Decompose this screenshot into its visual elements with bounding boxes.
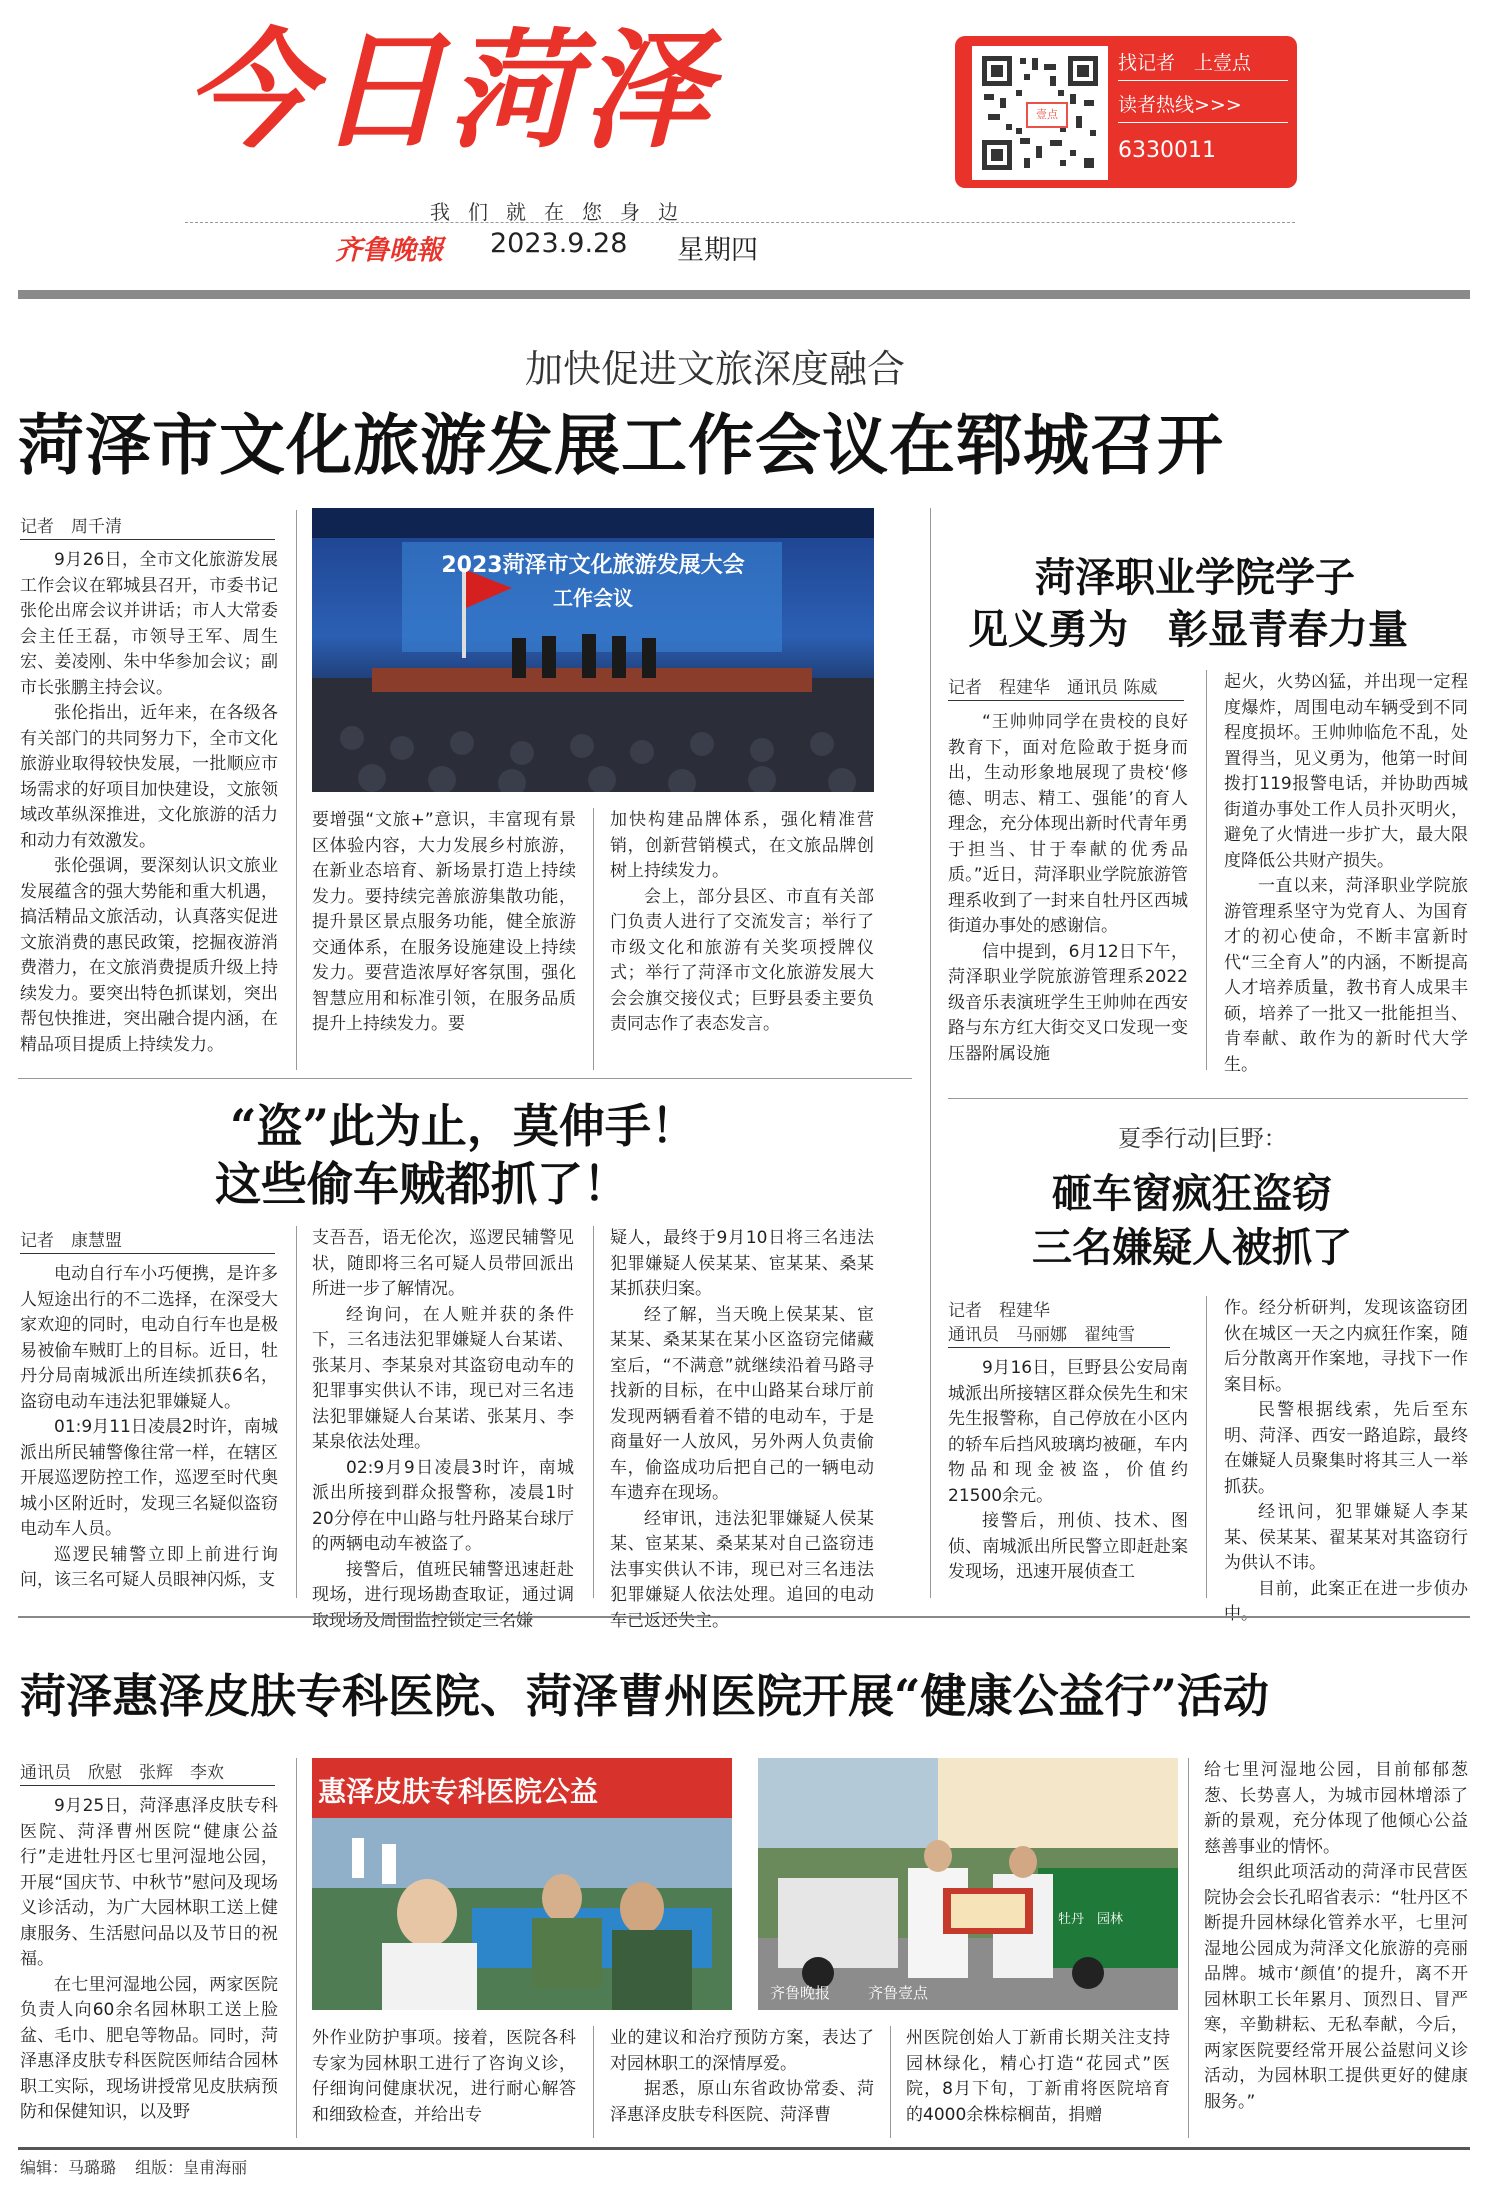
paper-name-logo: 齐鲁晚報: [335, 235, 443, 266]
article2-headline-line1[interactable]: 菏泽职业学院学子: [1035, 554, 1355, 601]
paragraph: 给七里河湿地公园，目前郁郁葱葱、长势喜人，为城市园林增添了新的景观，充分体现了他倾心公益慈善事业的情怀。: [1204, 1760, 1468, 1857]
section-divider: [930, 508, 931, 1598]
conference-photo[interactable]: [312, 508, 874, 792]
column-divider: [593, 808, 594, 1070]
paragraph: 信中提到，6月12日下午，菏泽职业学院旅游管理系2022级音乐表演班学生王帅帅在西安路与东方红大街交叉口发现一变压器附属设施: [948, 941, 1188, 1064]
paragraph: 在七里河湿地公园，两家医院负责人向60余名园林职工送上脸盆、毛巾、肥皂等物品。同时，菏泽惠泽皮肤专科医院医师结合园林职工实际，现场讲授常见皮肤病预防和保健知识，以及野: [20, 1974, 278, 2122]
article3-col3: [610, 1226, 874, 1634]
article1-kicker: 加快促进文旅深度融合: [525, 347, 906, 391]
column-divider: [1206, 1296, 1207, 1598]
paragraph: 经询问，在人赃并获的条件下，三名违法犯罪嫌疑人台某诺、张某月、李某泉对其盗窃电动车的犯罪事实供认不讳，现已对三名违法犯罪嫌疑人台某诺、张某月、李某泉依法处理。: [312, 1304, 574, 1452]
paragraph: 接警后，刑侦、技术、图侦、南城派出所民警立即赶赴案发现场，迅速开展侦查工: [948, 1511, 1188, 1582]
masthead-bar: [18, 290, 1470, 299]
paragraph: 州医院创始人丁新甫长期关注支持园林绿化，精心打造“花园式”医院，8月下旬，丁新甫将医院培育的4000余株棕榈苗，捐赠: [906, 2028, 1170, 2125]
paragraph: 9月16日，巨野县公安局南城派出所接辖区群众侯先生和宋先生报警称，自己停放在小区内的轿车后挡风玻璃均被砸，车内物品和现金被盗，价值约21500余元。: [948, 1358, 1188, 1506]
column-divider: [296, 1758, 297, 2138]
paragraph: 业的建议和治疗预防方案，表达了对园林职工的深情厚爱。: [610, 2028, 874, 2074]
section-divider: [18, 1078, 912, 1079]
paragraph: 要增强“文旅+”意识，丰富现有景区体验内容，大力发展乡村旅游，在新业态培育、新场景打造上持续发力。要持续完善旅游集散功能，提升景区景点服务功能，健全旅游交通体系，在服务设施建设上持续发力。要营造浓厚好客氛围，强化智慧应用和标准引领，在服务品质提升上持续发力。要: [312, 810, 576, 1034]
footer-editor: 编辑：马璐璐: [20, 2158, 117, 2177]
article3-headline-line1[interactable]: “盗”此为止，莫伸手！: [230, 1099, 697, 1153]
column-divider: [296, 1226, 297, 1598]
paragraph: 9月26日，全市文化旅游发展工作会议在郓城县召开，市委书记张伦出席会议并讲话；市人大常委会主任王磊，市领导王军、周生宏、姜凌刚、朱中华参加会议；副市长张鹏主持会议。: [20, 550, 278, 698]
paragraph: 民警根据线索，先后至东明、菏泽、西安一路追踪，最终在嫌疑人员聚集时将其三人一举抓获。: [1224, 1400, 1468, 1497]
paragraph: 经了解，当天晚上侯某某、宦某某、桑某某在某小区盗窃完储藏室后，“不满意”就继续沿着马路寻找新的目标，在中山路某台球厅前发现两辆看着不错的电动车，于是商量好一人放风，另外两人负责偷车，偷盗成功后把自己的一辆电动车遗弃在现场。: [610, 1304, 874, 1503]
qr-code[interactable]: [972, 46, 1108, 180]
paragraph: 外作业防护事项。接着，医院各科专家为园林职工进行了咨询义诊，仔细询问健康状况，进行耐心解答和细致检查，并给出专: [312, 2028, 576, 2125]
paragraph: 会上，部分县区、市直有关部门负责人进行了交流发言；举行了市级文化和旅游有关奖项授牌仪式；举行了菏泽市文化旅游发展大会会旗交接仪式；巨野县委主要负责同志作了表态发言。: [610, 886, 874, 1034]
article1-headline[interactable]: 菏泽市文化旅游发展工作会议在郓城召开: [18, 406, 1224, 484]
free-clinic-photo[interactable]: [312, 1758, 732, 2010]
photo-watermark: 齐鲁晚报: [770, 1984, 831, 2002]
paragraph: 01:9月11日凌晨2时许，南城派出所民辅警像往常一样，在辖区开展巡逻防控工作，巡逻至时代奥城小区附近时，发现三名疑似盗窃电动车人员。: [20, 1417, 278, 1539]
article4-col2: [1224, 1296, 1468, 1628]
contact-slogan: 找记者 上壹点: [1118, 52, 1252, 74]
article5-headline[interactable]: 菏泽惠泽皮肤专科医院、菏泽曹州医院开展“健康公益行”活动: [20, 1669, 1269, 1723]
article2-headline-line2[interactable]: 见义勇为 彰显青春力量: [968, 606, 1408, 653]
masthead-motto: 我们就在您身边: [430, 200, 696, 224]
article4-byline-correspondents: 通讯员 马丽娜 翟纯雪: [948, 1320, 1170, 1348]
article1-col1: [20, 548, 278, 1058]
footer-layout: 组版：皇甫海丽: [135, 2158, 248, 2177]
column-divider: [1188, 1758, 1189, 2138]
article4-kicker: 夏季行动|巨野：: [1118, 1126, 1287, 1152]
footer-divider: [18, 2147, 1470, 2150]
paragraph: 9月25日，菏泽惠泽皮肤专科医院、菏泽曹州医院“健康公益行”走进牡丹区七里河湿地公园，开展“国庆节、中秋节”慰问及现场义诊活动，为广大园林职工送上健康服务、生活慰问品以及节日的祝福。: [20, 1796, 278, 1969]
article3-col2: [312, 1226, 574, 1634]
issue-weekday: 星期四: [677, 235, 758, 266]
hotline-label: 读者热线>>>: [1118, 94, 1242, 116]
paragraph: 疑人，最终于9月10日将三名违法犯罪嫌疑人侯某某、宦某某、桑某某抓获归案。: [610, 1228, 874, 1299]
hotline-number[interactable]: 6330011: [1118, 138, 1216, 163]
qr-code-pattern: [980, 54, 1100, 172]
paragraph: 支吾吾，语无伦次，巡逻民辅警见状，随即将三名可疑人员带回派出所进一步了解情况。: [312, 1228, 574, 1299]
paragraph: 电动自行车小巧便携，是许多人短途出行的不二选择，在深受大家欢迎的同时，电动自行车也是极易被偷车贼盯上的目标。近日，牡丹分局南城派出所连续抓获6名，盗窃电动车违法犯罪嫌疑人。: [20, 1264, 278, 1412]
article5-col2: [312, 2026, 576, 2128]
paragraph: 加快构建品牌体系，强化精准营销，创新营销模式，在文旅品牌创树上持续发力。: [610, 810, 874, 881]
photo-banner-line2: 工作会议: [553, 586, 633, 610]
paragraph: 张伦指出，近年来，在各级各有关部门的共同努力下，全市文化旅游业取得较快发展，一批顺应市场需求的好项目加快建设，文旅领域改革纵深推进，文化旅游的活力和动力有效激发。: [20, 703, 278, 851]
article1-col2: [312, 808, 576, 1038]
article4-headline-line1[interactable]: 砸车窗疯狂盗窃: [1052, 1170, 1332, 1217]
masthead-title: 今日菏泽: [185, 17, 714, 166]
contact-divider: [1118, 80, 1288, 81]
paragraph: 张伦强调，要深刻认识文旅业发展蕴含的强大势能和重大机遇，搞活精品文旅活动，认真落实促进文旅消费的惠民政策，挖掘夜游消费潜力，在文旅消费提质升级上持续发力。要突出特色抓谋划，突出帮包快推进，突出融合提内涵，在精品项目提质上持续发力。: [20, 856, 278, 1055]
article3-col1: [20, 1262, 278, 1594]
section-divider: [948, 1098, 1468, 1099]
article5-col5: [1204, 1758, 1468, 2115]
paragraph: 经讯问，犯罪嫌疑人李某某、侯某某、翟某某对其盗窃行为供认不讳。: [1224, 1502, 1468, 1573]
article5-col4: [906, 2026, 1170, 2128]
article4-byline-reporter: 记者 程建华: [948, 1301, 1050, 1321]
photo-banner: 惠泽皮肤专科医院公益: [318, 1775, 599, 1808]
qr-logo: 壹点: [1026, 102, 1068, 128]
donation-photo[interactable]: [758, 1758, 1178, 2010]
article4-headline-line2[interactable]: 三名嫌疑人被抓了: [1032, 1224, 1352, 1271]
paragraph: 作。经分析研判，发现该盗窃团伙在城区一天之内疯狂作案，随后分散离开作案地，寻找下一作案目标。: [1224, 1298, 1468, 1395]
paragraph: 目前，此案正在进一步侦办中。: [1224, 1578, 1468, 1624]
contact-divider: [1118, 122, 1288, 123]
column-divider: [890, 2026, 891, 2138]
paragraph: 据悉，原山东省政协常委、菏泽惠泽皮肤专科医院、菏泽曹: [610, 2079, 874, 2125]
paragraph: 02:9月9日凌晨3时许，南城派出所接到群众报警称，凌晨1时20分停在中山路与牡丹路某台球厅的两辆电动车被盗了。: [312, 1457, 574, 1554]
footer-credits: [20, 2155, 247, 2178]
article3-headline-line2[interactable]: 这些偷车贼都抓了！: [215, 1157, 629, 1211]
article5-col1: [20, 1794, 278, 2126]
paragraph: 接警后，值班民辅警迅速赶赴现场，进行现场勘查取证，通过调取现场及周围监控锁定三名嫌: [312, 1559, 574, 1631]
article2-byline: 记者 程建华 通讯员 陈威: [948, 673, 1184, 701]
paragraph: 经审讯，违法犯罪嫌疑人侯某某、宦某某、桑某某对自己盗窃违法事实供认不讳，现已对三名违法犯罪嫌疑人依法处理。追回的电动车已返还失主。: [610, 1508, 874, 1631]
article1-col3: [610, 808, 874, 1038]
article2-col1: [948, 710, 1188, 1067]
column-divider: [593, 1226, 594, 1598]
photo-watermark: 齐鲁壹点: [868, 1984, 929, 2002]
article5-byline: 通讯员 欣慰 张辉 李欢: [20, 1758, 275, 1786]
column-divider: [1206, 670, 1207, 1070]
article3-byline: 记者 康慧盟: [20, 1226, 275, 1254]
paragraph: “王帅帅同学在贵校的良好教育下，面对危险敢于挺身而出，生动形象地展现了贵校‘修德、明志、精工、强能’的育人理念，充分体现出新时代青年勇于担当、甘于奉献的优秀品质。”近日，菏泽职业学院旅游管理系收到了一封来自牡丹区西城街道办事处的感谢信。: [948, 712, 1188, 936]
paragraph: 一直以来，菏泽职业学院旅游管理系坚守为党育人、为国育才的初心使命，不断丰富新时代“三全育人”的内涵，不断提高人才培养质量，教书育人成果丰硕，培养了一批又一批能担当、肯奉献、敢作为的新时代大学生。: [1224, 876, 1468, 1075]
article4-col1: [948, 1356, 1188, 1586]
paragraph: 组织此项活动的菏泽市民营医院协会会长孔昭省表示：“牡丹区不断提升园林绿化管养水平，七里河湿地公园成为菏泽文化旅游的亮丽品牌。城市‘颜值’的提升，离不开园林职工长年累月、顶烈日、冒严寒，辛勤耕耘、无私奉献，今后，两家医院要经常开展公益慰问义诊活动，为园林职工提供更好的健康服务。”: [1204, 1862, 1468, 2112]
article5-col3: [610, 2026, 874, 2128]
paragraph: 起火，火势凶猛，并出现一定程度爆炸，周围电动车辆受到不同程度损坏。王帅帅临危不乱，处置得当，见义勇为，他第一时间拨打119报警电话，并协助西城街道办事处工作人员扑灭明火，避免了火情进一步扩大，最大限度降低公共财产损失。: [1224, 672, 1468, 871]
section-divider: [18, 1616, 1470, 1618]
column-divider: [296, 510, 297, 1070]
masthead-divider: [185, 222, 1295, 223]
truck-label: 牡丹 园林: [1058, 1912, 1124, 1927]
paragraph: 巡逻民辅警立即上前进行询问，该三名可疑人员眼神闪烁，支: [20, 1544, 278, 1590]
issue-date: 2023.9.28: [490, 228, 628, 259]
photo-banner-line1: 2023菏泽市文化旅游发展大会: [441, 553, 745, 578]
article2-col2: [1224, 670, 1468, 1078]
column-divider: [593, 2026, 594, 2138]
article1-byline: 记者 周千清: [20, 512, 275, 540]
